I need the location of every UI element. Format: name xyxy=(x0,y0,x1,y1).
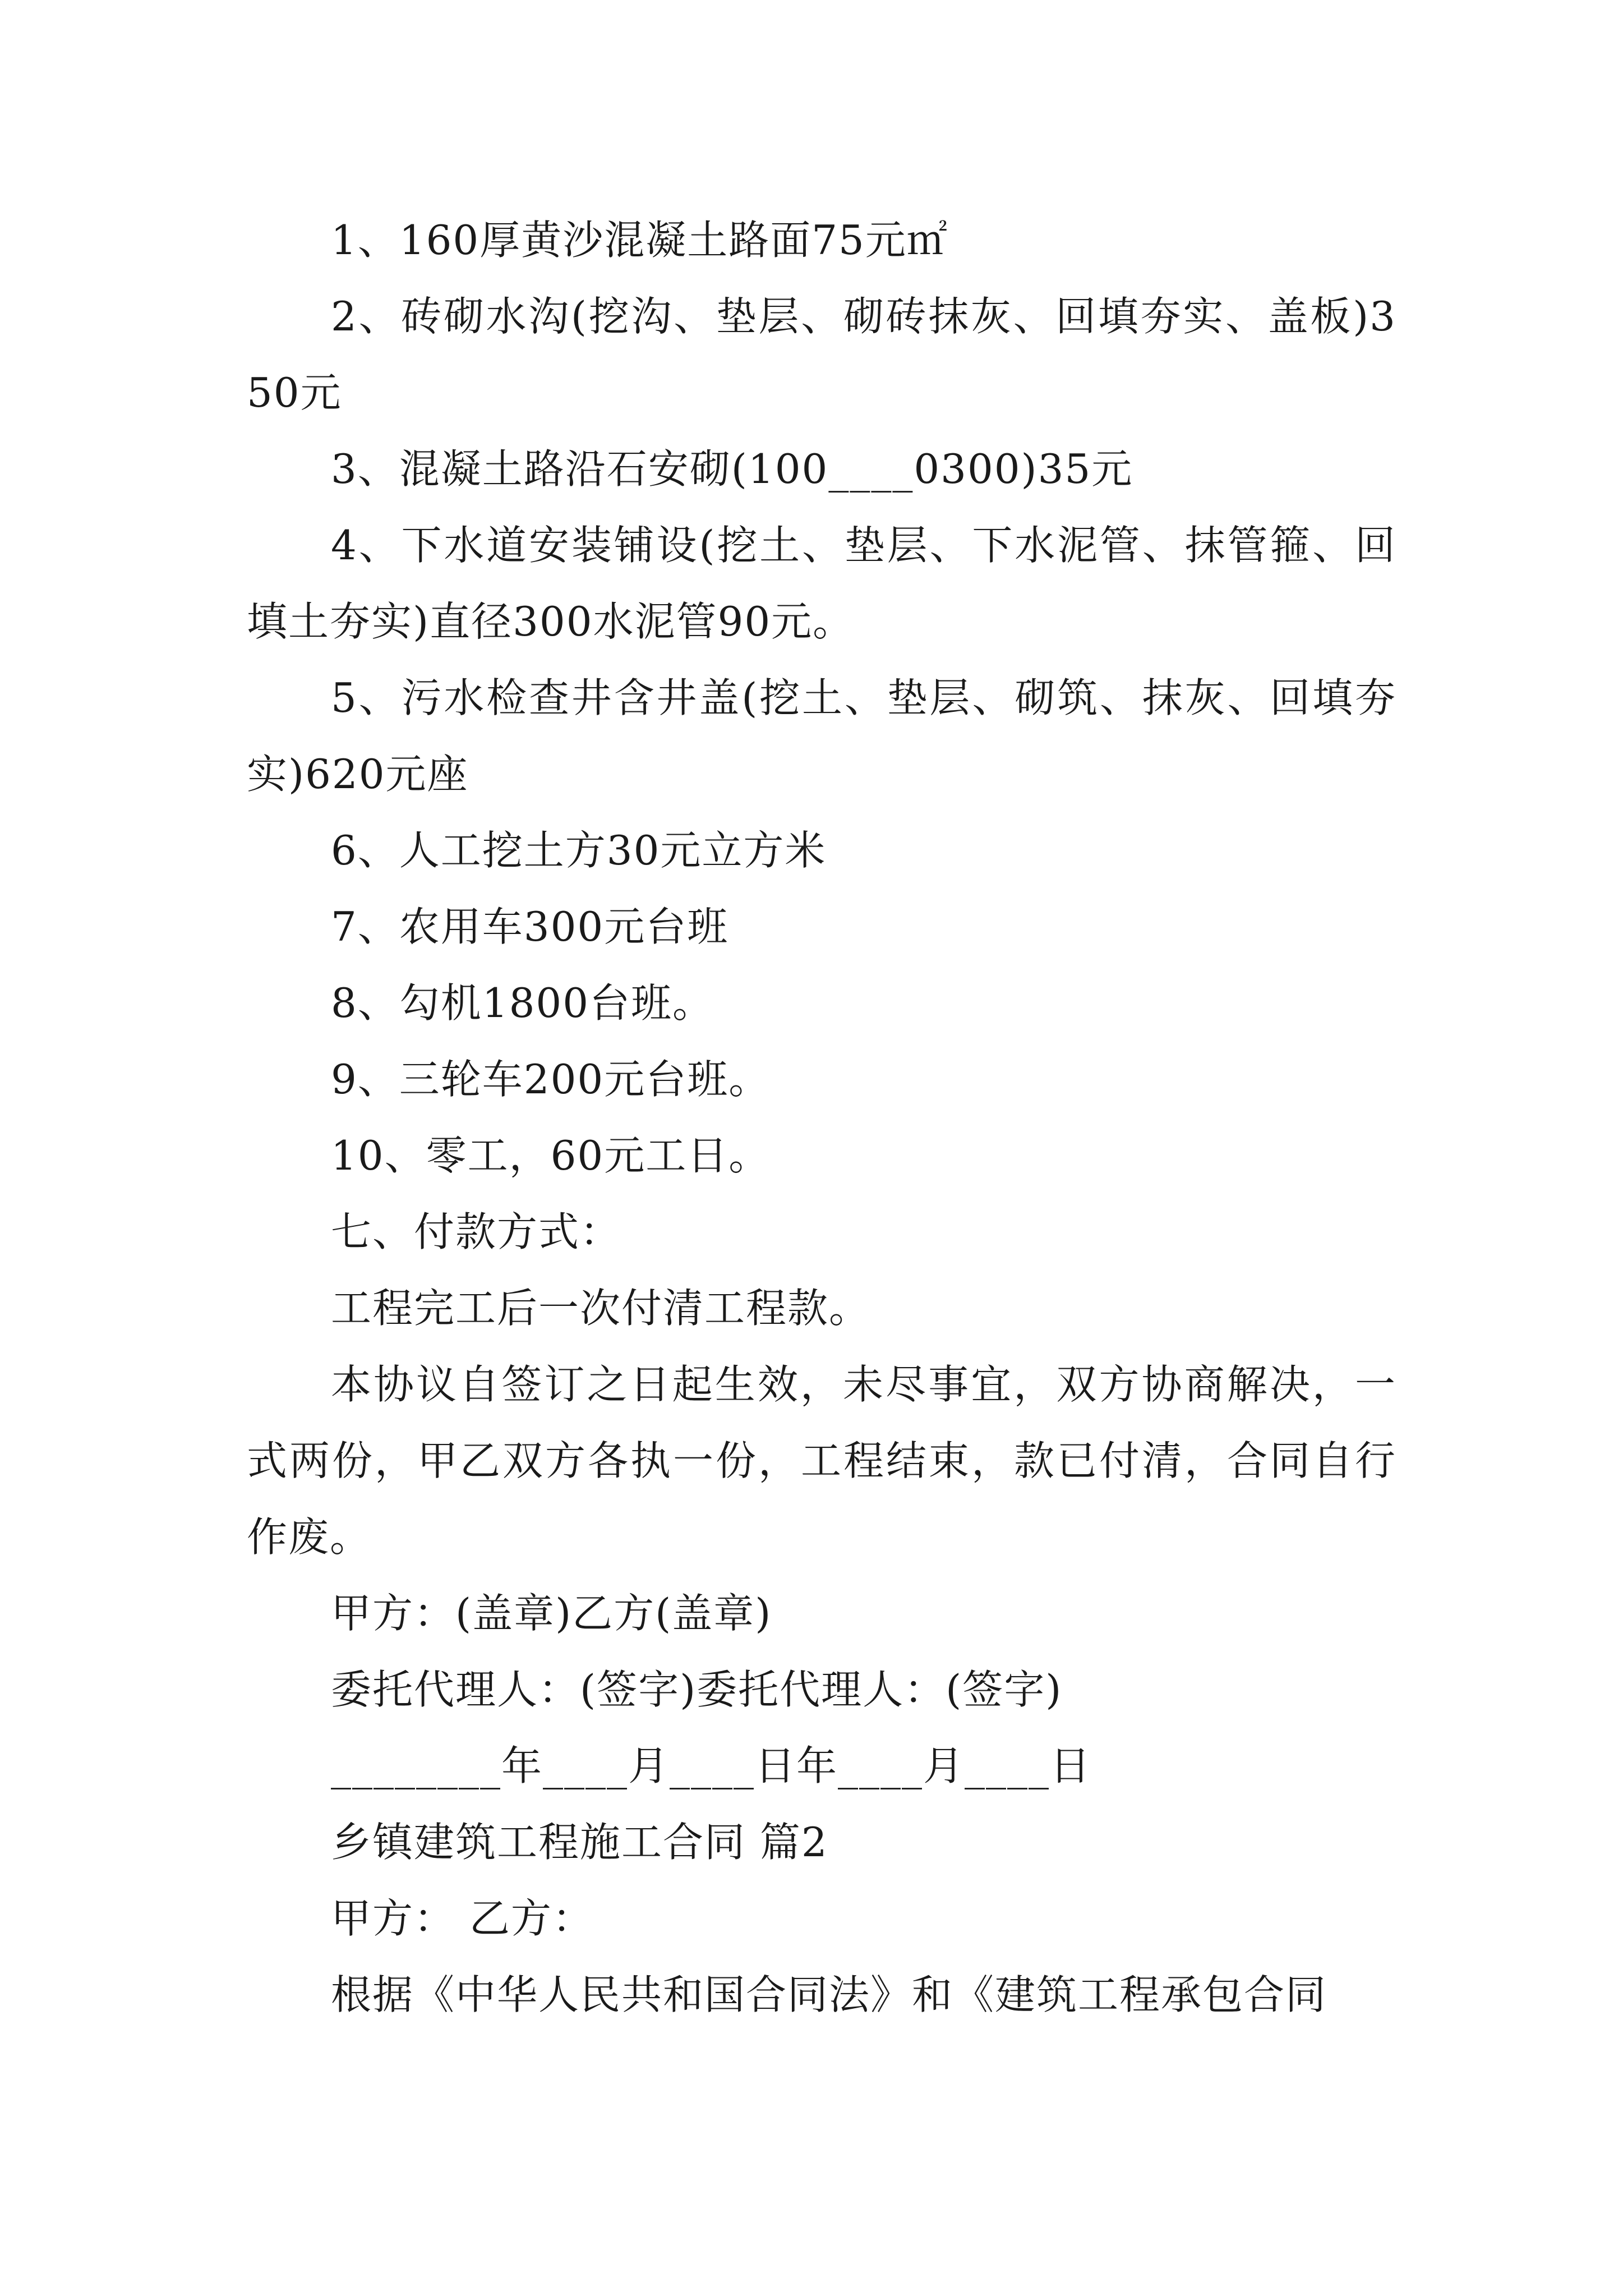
seal-line: 甲方：(盖章)乙方(盖章) xyxy=(331,1590,772,1637)
agent-signature-line: 委托代理人：(签字)委托代理人：(签字) xyxy=(331,1666,1063,1713)
paragraph-item-3: 3、混凝土路沿石安砌(100____0300)35元 xyxy=(331,445,1133,493)
paragraph-item-9: 9、三轮车200元台班。 xyxy=(331,1056,771,1103)
document-body xyxy=(247,202,1396,2033)
paragraph-item-6: 6、人工挖土方30元立方米 xyxy=(331,827,827,874)
parties-line: 甲方： 乙方： xyxy=(331,1895,594,1942)
paragraph-item-5: 5、污水检查井含井盖(挖土、垫层、砌筑、抹灰、回填夯实)620元座 xyxy=(247,674,1396,798)
paragraph-item-8: 8、勾机1800台班。 xyxy=(331,979,714,1027)
contract-title-part2: 乡镇建筑工程施工合同 篇2 xyxy=(331,1819,828,1866)
agreement-validity: 本协议自签订之日起生效，未尽事宜，双方协商解决，一式两份，甲乙双方各执一份，工程结束，款已付清，合同自行作废。 xyxy=(247,1361,1396,1561)
paragraph-item-10: 10、零工，60元工日。 xyxy=(331,1132,771,1179)
payment-terms: 工程完工后一次付清工程款。 xyxy=(331,1285,871,1332)
paragraph-item-2: 2、砖砌水沟(挖沟、垫层、砌砖抹灰、回填夯实、盖板)350元 xyxy=(247,293,1396,416)
paragraph-item-1: 1、160厚黄沙混凝土路面75元㎡ xyxy=(331,217,948,264)
paragraph-item-4: 4、下水道安装铺设(挖土、垫层、下水泥管、抹管箍、回填土夯实)直径300水泥管90元。 xyxy=(247,522,1396,645)
date-line: ________年____月____日年____月____日 xyxy=(331,1742,1091,1789)
section-heading-payment: 七、付款方式： xyxy=(331,1208,622,1255)
legal-basis-line: 根据《中华人民共和国合同法》和《建筑工程承包合同 xyxy=(331,1971,1327,2018)
paragraph-item-7: 7、农用车300元台班 xyxy=(331,903,729,950)
